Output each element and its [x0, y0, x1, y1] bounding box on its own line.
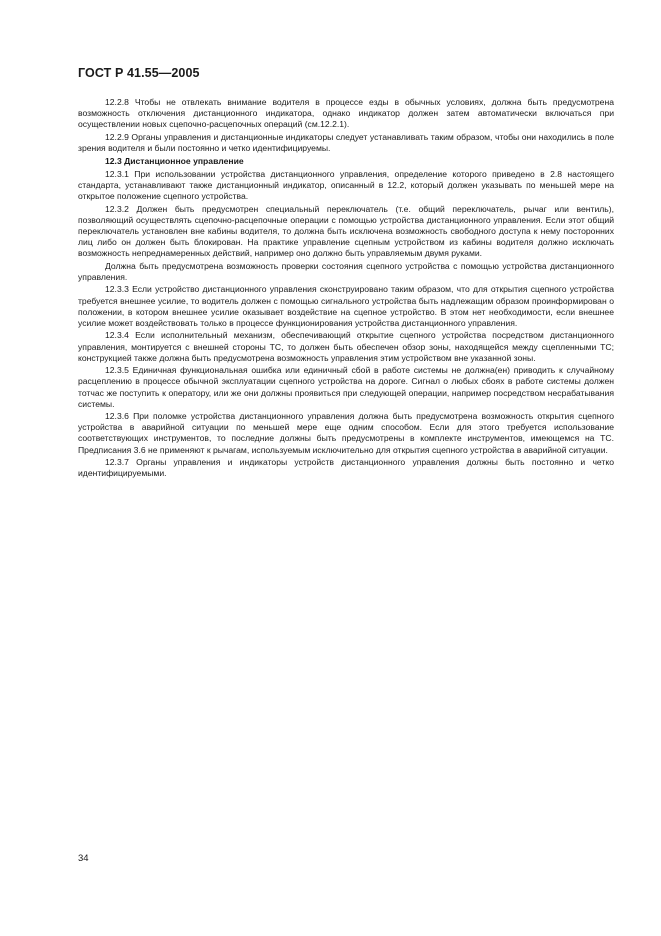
paragraph-12-3-7: 12.3.7 Органы управления и индикаторы устройств дистанционного управления должны быть постоянно и четко идентифицируемыми. [78, 457, 614, 479]
section-heading-12-3: 12.3 Дистанционное управление [105, 156, 244, 167]
paragraph-12-3-5: 12.3.5 Единичная функциональная ошибка или единичный сбой в работе системы не должна(ен) приводить к случайному расцеплению в процессе обычной эксплуатации сцепного устройства на дороге. Сигнал о любых сбоях в работе системы должен тотчас же поступить к оператору, или же они должны проявиться при следующей операции, например посредством несрабатывания системы. [78, 365, 614, 409]
paragraph-12-3-3: 12.3.3 Если устройство дистанционного управления сконструировано таким образом, что для открытия сцепного устройства требуется внешнее усилие, то водитель должен с помощью сигнального устройства быть надлежащим образом проинформирован о положении, в котором внешнее усилие оказывает воздействие на сцепное устройство. В этом нет необходимости, если внешнее усилие может воздействовать только в процессе функционирования устройства дистанционного управления. [78, 284, 614, 328]
document-body [78, 97, 614, 481]
document-header: ГОСТ Р 41.55—2005 [78, 66, 200, 80]
paragraph-12-3-6: 12.3.6 При поломке устройства дистанционного управления должна быть предусмотрена возможность открытия сцепного устройства в аварийной ситуации по меньшей мере еще одним способом. Если для этого требуется использование соответствующих инструментов, то последние должны быть предусмотрены в комплекте инструментов, имеющемся на ТС. Предписания 3.6 не применяют к рычагам, используемым исключительно для открытия сцепного устройства в аварийной ситуации. [78, 411, 614, 455]
paragraph-12-2-8: 12.2.8 Чтобы не отвлекать внимание водителя в процессе езды в обычных условиях, должна быть предусмотрена возможность отключения дистанционного индикатора, однако индикатор должен затем автоматически включаться при осуществлении новых сцепочно-расцепочных операций (см.12.2.1). [78, 97, 614, 130]
paragraph-12-3-1: 12.3.1 При использовании устройства дистанционного управления, определение которого приведено в 2.8 настоящего стандарта, устанавливают также дистанционный индикатор, описанный в 12.2, который должен указывать по меньшей мере на открытое положение сцепного устройства. [78, 168, 614, 201]
paragraph-12-2-9: 12.2.9 Органы управления и дистанционные индикаторы следует устанавливать таким образом, чтобы они находились в поле зрения водителя и были постоянно и четко идентифицируемы. [78, 131, 614, 153]
paragraph-12-3-2-continued: Должна быть предусмотрена возможность проверки состояния сцепного устройства с помощью устройства дистанционного управления. [78, 260, 614, 282]
paragraph-12-3-4: 12.3.4 Если исполнительный механизм, обеспечивающий открытие сцепного устройства посредством дистанционного управления, монтируется с внешней стороны ТС, то должен быть обеспечен обзор зоны, находящейся между сцепленными ТС; конструкцией также должна быть предусмотрена возможность управления этим устройством вне указанной зоны. [78, 330, 614, 363]
paragraph-12-3-2: 12.3.2 Должен быть предусмотрен специальный переключатель (т.е. общий переключатель, рычаг или вентиль), позволяющий осуществлять сцепочно-расцепочные операции с помощью устройства дистанционного управления. Если этот общий переключатель установлен вне кабины водителя, то должна быть исключена возможность свободного доступа к нему посторонних лиц либо он должен быть блокирован. На практике управление сцепным устройством из кабины водителя должно исключать возможность непреднамеренных действий, например оно должно быть управляемым двумя руками. [78, 203, 614, 258]
page-number: 34 [78, 853, 89, 864]
